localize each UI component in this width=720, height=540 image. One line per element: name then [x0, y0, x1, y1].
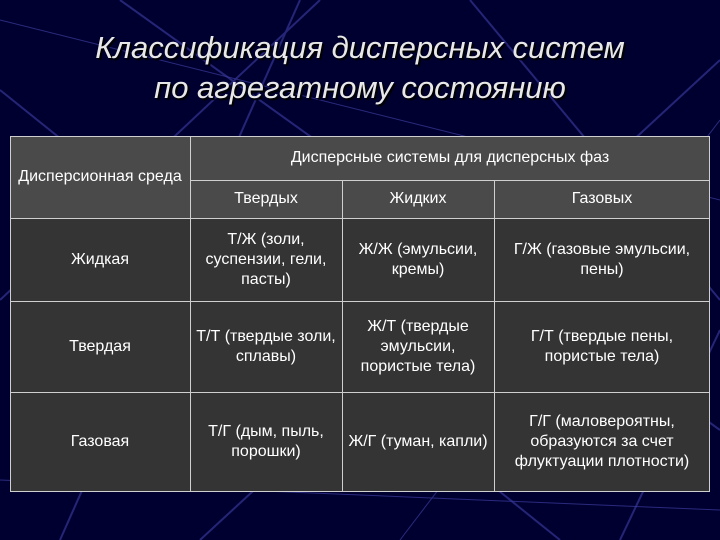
- table-cell: Ж/Т (твердые эмульсии, пористые тела): [360, 317, 476, 375]
- phases-header: Дисперсные системы для дисперсных фаз: [290, 149, 610, 166]
- table-cell: Г/Т (твердые пены, пористые тела): [530, 327, 674, 365]
- phase-column-gas: Газовых: [571, 190, 633, 207]
- table-cell: Ж/Ж (эмульсии, кремы): [358, 240, 478, 278]
- table-cell: Т/Г (дым, пыль, порошки): [208, 423, 324, 460]
- table-cell: Т/Т (твердые золи, сплавы): [196, 327, 336, 365]
- row-medium-gas: Газовая: [70, 433, 130, 450]
- phase-column-liquid: Жидких: [389, 190, 447, 207]
- row-medium-solid: Твердая: [69, 337, 131, 355]
- title-line-1: Классификация дисперсных систем: [95, 30, 625, 65]
- title-line-2: по агрегатному состоянию: [154, 70, 566, 105]
- row-medium-liquid: Жидкая: [71, 250, 129, 268]
- table-cell: Ж/Г (туман, капли): [348, 433, 488, 450]
- phase-column-solid: Твердых: [234, 190, 298, 207]
- slide-title: [20, 28, 700, 108]
- classification-table: [10, 136, 710, 492]
- table-cell: Т/Ж (золи, суспензии, гели, пасты): [205, 230, 327, 288]
- table-cell: Г/Ж (газовые эмульсии, пены): [513, 240, 691, 278]
- table-cell: Г/Г (маловероятны, образуются за счет флуктуации плотности): [514, 413, 690, 470]
- medium-header: Дисперсионная среда: [18, 168, 182, 185]
